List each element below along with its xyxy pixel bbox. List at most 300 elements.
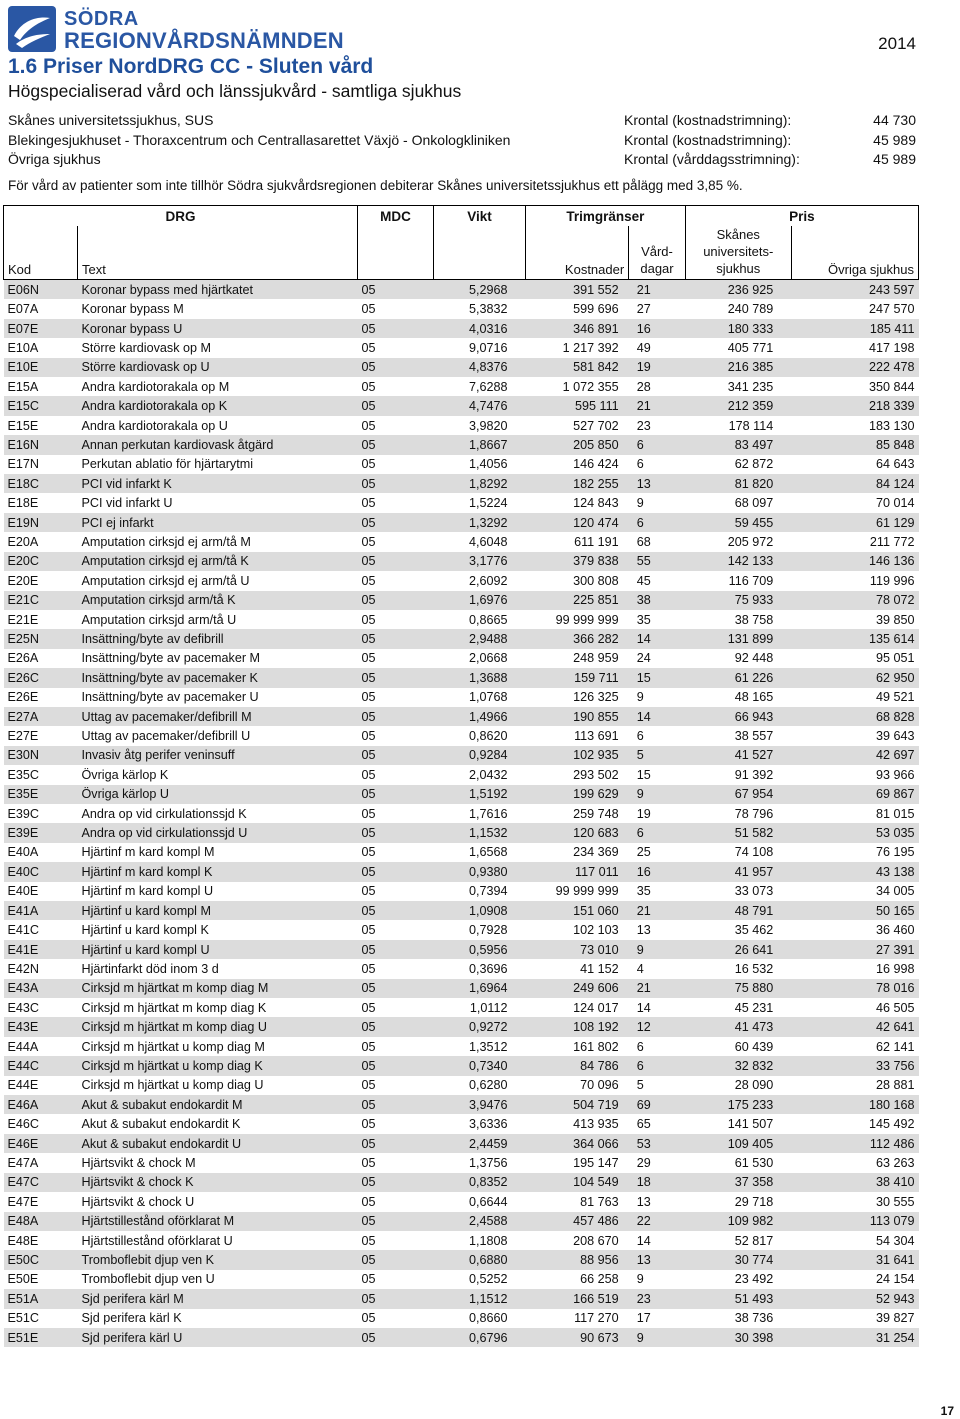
cell-pris-ovriga: 183 130 — [868, 418, 915, 433]
cell-vardagar: 25 — [636, 845, 651, 860]
cell-pris-ovriga: 70 014 — [875, 496, 915, 511]
cell-mdc: 05 — [358, 1250, 434, 1269]
cell-vardagar: 23 — [636, 418, 651, 433]
cell-vikt: 1,6964 — [434, 979, 526, 998]
cell-pris-skanes: 131 899 — [685, 629, 791, 648]
cell-vikt: 0,7394 — [468, 884, 508, 899]
cell-vardagar: 13 — [629, 1250, 686, 1269]
cell-vardagar: 19 — [636, 806, 651, 821]
cell-mdc: 05 — [358, 591, 434, 610]
cell-text: Hjärtsvikt & chock K — [78, 1173, 358, 1192]
cell-vikt: 1,3512 — [468, 1039, 508, 1054]
cell-kod: E51C — [7, 1311, 40, 1326]
cell-pris-ovriga: 31 254 — [791, 1328, 918, 1347]
cell-mdc: 05 — [361, 612, 376, 627]
cell-mdc: 05 — [361, 1233, 376, 1248]
cell-kostnader: 41 152 — [580, 961, 619, 976]
cell-text: Hjärtsvikt & chock M — [81, 1155, 196, 1170]
cell-pris-skanes: 30 398 — [685, 1328, 791, 1347]
cell-kod: E44C — [4, 1056, 78, 1075]
cell-vardagar: 21 — [629, 396, 686, 415]
cell-pris-skanes: 38 557 — [734, 729, 774, 744]
cell-mdc: 05 — [358, 552, 434, 571]
cell-pris-skanes: 180 333 — [685, 319, 791, 338]
cell-mdc: 05 — [358, 629, 434, 648]
cell-mdc: 05 — [358, 901, 434, 920]
cell-vardagar: 9 — [629, 940, 686, 959]
cell-vikt: 1,5224 — [468, 496, 508, 511]
cell-pris-skanes: 32 832 — [685, 1056, 791, 1075]
cell-pris-ovriga: 180 168 — [791, 1095, 918, 1114]
cell-vikt: 1,0112 — [469, 1000, 508, 1015]
cell-vikt: 0,8620 — [468, 729, 508, 744]
cell-text: Cirksjd m hjärtkat u komp diag M — [81, 1039, 265, 1054]
cell-kostnader: 84 786 — [526, 1056, 629, 1075]
cell-vikt: 2,0432 — [468, 767, 508, 782]
cell-kod: E48E — [7, 1233, 39, 1248]
cell-vikt: 1,1512 — [434, 1289, 526, 1308]
cell-pris-skanes: 52 817 — [734, 1233, 774, 1248]
cell-kod: E21E — [7, 612, 39, 627]
cell-kod: E35E — [4, 785, 78, 804]
cell-kostnader: 117 270 — [574, 1311, 619, 1326]
surcharge-note: För vård av patienter som inte tillhör Södra sjukvårdsregionen debiterar Skånes universitetssjukhus ett pålägg med 3,85 %. — [8, 178, 743, 193]
cell-kostnader: 190 855 — [526, 707, 629, 726]
cell-kostnader: 70 096 — [580, 1078, 619, 1093]
cell-mdc: 05 — [361, 651, 376, 666]
cell-pris-ovriga: 54 304 — [875, 1233, 915, 1248]
cell-vardagar: 9 — [636, 496, 644, 511]
table-row — [4, 493, 919, 512]
cell-pris-ovriga: 350 844 — [868, 379, 915, 394]
cell-kod: E48A — [4, 1212, 78, 1231]
cell-text: Andra op vid cirkulationssjd K — [81, 806, 247, 821]
cell-kostnader: 117 011 — [526, 862, 629, 881]
cell-mdc: 05 — [361, 961, 376, 976]
cell-pris-skanes: 37 358 — [685, 1173, 791, 1192]
table-row — [4, 610, 919, 629]
cell-vardagar: 15 — [636, 767, 651, 782]
cell-pris-ovriga: 68 828 — [791, 707, 918, 726]
cell-mdc: 05 — [358, 396, 434, 415]
cell-kod: E47A — [7, 1155, 39, 1170]
cell-vardagar: 16 — [629, 319, 686, 338]
cell-vardagar: 6 — [629, 513, 686, 532]
cell-pris-ovriga: 247 570 — [868, 302, 915, 317]
table-row — [4, 940, 919, 959]
cell-vikt: 0,6644 — [468, 1194, 508, 1209]
cell-kostnader: 88 956 — [526, 1250, 629, 1269]
cell-kod: E46E — [4, 1134, 78, 1153]
cell-pris-ovriga: 135 614 — [791, 629, 918, 648]
table-row — [4, 1095, 919, 1114]
cell-kod: E16N — [4, 435, 78, 454]
col-header-skanes-line3: sjukhus — [716, 261, 761, 276]
cell-pris-skanes: 60 439 — [734, 1039, 774, 1054]
table-row — [4, 862, 919, 881]
cell-vikt: 4,6048 — [468, 534, 508, 549]
cell-kostnader: 102 103 — [573, 923, 619, 938]
cell-pris-skanes: 61 530 — [734, 1155, 774, 1170]
cell-vardagar: 5 — [636, 1078, 644, 1093]
table-row — [4, 416, 919, 435]
cell-text: Amputation cirksjd arm/tå U — [81, 612, 237, 627]
cell-pris-skanes: 26 641 — [685, 940, 791, 959]
cell-pris-skanes: 81 820 — [685, 474, 791, 493]
cell-pris-skanes: 41 957 — [685, 862, 791, 881]
cell-vardagar: 6 — [629, 1056, 686, 1075]
table-row — [4, 901, 919, 920]
table-row — [4, 513, 919, 532]
cell-vardagar: 6 — [636, 1039, 644, 1054]
table-row — [4, 804, 919, 823]
cell-kostnader: 248 959 — [573, 651, 619, 666]
table-row — [4, 1056, 919, 1075]
cell-kod: E27A — [4, 707, 78, 726]
cell-kostnader: 120 474 — [526, 513, 629, 532]
cell-kostnader: 208 670 — [573, 1233, 619, 1248]
cell-kod: E15A — [7, 379, 39, 394]
cell-mdc: 05 — [358, 1017, 434, 1036]
cell-pris-ovriga: 33 756 — [791, 1056, 918, 1075]
table-row — [4, 882, 919, 901]
cell-kostnader: 146 424 — [573, 457, 619, 472]
page-number: 17 — [940, 1404, 954, 1418]
cell-mdc: 05 — [361, 1000, 376, 1015]
cell-kod: E51A — [4, 1289, 78, 1308]
cell-text: Annan perkutan kardiovask åtgärd — [78, 435, 358, 454]
col-header-vardagar-line1: Vård- — [641, 244, 673, 259]
table-row — [4, 1134, 919, 1153]
cell-mdc: 05 — [361, 729, 376, 744]
cell-kostnader: 124 843 — [573, 496, 619, 511]
cell-kod: E40A — [7, 845, 39, 860]
cell-text: Hjärtinf m kard kompl M — [81, 845, 215, 860]
cell-vikt: 0,5956 — [434, 940, 526, 959]
cell-text: Perkutan ablatio för hjärtarytmi — [81, 457, 253, 472]
cell-kostnader: 99 999 999 — [555, 884, 619, 899]
cell-pris-skanes: 41 527 — [685, 746, 791, 765]
cell-vikt: 9,0716 — [468, 340, 508, 355]
cell-vardagar: 23 — [629, 1289, 686, 1308]
cell-kod: E27E — [7, 729, 39, 744]
cell-vikt: 1,8667 — [434, 435, 526, 454]
cell-pris-skanes: 75 880 — [685, 979, 791, 998]
cell-kostnader: 113 691 — [574, 729, 619, 744]
cell-pris-skanes: 35 462 — [734, 923, 774, 938]
group-header-mdc: MDC — [358, 206, 434, 227]
hospital-krontal-value: 44 730 — [873, 112, 916, 128]
org-name-line2: REGIONVÅRDSNÄMNDEN — [64, 28, 344, 53]
cell-pris-ovriga: 62 950 — [791, 668, 918, 687]
cell-kostnader: 1 217 392 — [562, 340, 619, 355]
cell-kostnader: 151 060 — [526, 901, 629, 920]
cell-pris-ovriga: 85 848 — [791, 435, 918, 454]
cell-vardagar: 21 — [629, 979, 686, 998]
table-row — [4, 959, 919, 978]
table-row — [4, 998, 919, 1017]
cell-kod: E51E — [4, 1328, 78, 1347]
cell-kod: E10A — [7, 340, 39, 355]
cell-text: Hjärtinf m kard kompl U — [81, 884, 214, 899]
cell-kod: E15C — [4, 396, 78, 415]
cell-vikt: 4,8376 — [434, 358, 526, 377]
hospital-name: Övriga sjukhus — [8, 151, 101, 167]
table-row — [4, 823, 919, 842]
table-row — [4, 1076, 919, 1095]
cell-pris-ovriga: 28 881 — [875, 1078, 915, 1093]
cell-vardagar: 16 — [629, 862, 686, 881]
cell-kostnader: 293 502 — [573, 767, 619, 782]
cell-kod: E19N — [4, 513, 78, 532]
cell-pris-ovriga: 39 827 — [875, 1311, 915, 1326]
cell-text: Sjd perifera kärl K — [81, 1311, 182, 1326]
cell-vardagar: 13 — [636, 923, 651, 938]
cell-pris-skanes: 178 114 — [728, 418, 774, 433]
cell-pris-skanes: 141 507 — [727, 1117, 774, 1132]
cell-kostnader: 104 549 — [526, 1173, 629, 1192]
cell-text: Andra kardiotorakala op U — [81, 418, 228, 433]
cell-pris-skanes: 23 492 — [734, 1272, 774, 1287]
cell-kostnader: 90 673 — [526, 1328, 629, 1347]
cell-vikt: 4,7476 — [434, 396, 526, 415]
table-row — [4, 1192, 919, 1211]
cell-pris-skanes: 240 789 — [727, 302, 774, 317]
cell-pris-skanes: 38 736 — [734, 1311, 774, 1326]
cell-vardagar: 27 — [636, 302, 651, 317]
cell-kod: E46C — [7, 1117, 40, 1132]
cell-vikt: 0,5252 — [468, 1272, 508, 1287]
cell-kostnader: 73 010 — [526, 940, 629, 959]
cell-kod: E06N — [4, 280, 78, 300]
cell-kod: E40E — [7, 884, 39, 899]
cell-pris-ovriga: 27 391 — [791, 940, 918, 959]
col-header-kod: Kod — [4, 226, 78, 280]
cell-text: Tromboflebit djup ven U — [81, 1272, 215, 1287]
cell-vikt: 0,3696 — [468, 961, 508, 976]
cell-kod: E26A — [7, 651, 39, 666]
cell-kod: E18C — [4, 474, 78, 493]
cell-vardagar: 9 — [636, 690, 644, 705]
cell-pris-skanes: 205 972 — [727, 534, 774, 549]
cell-pris-skanes: 67 954 — [685, 785, 791, 804]
cell-kod: E17N — [7, 457, 40, 472]
cell-mdc: 05 — [358, 862, 434, 881]
cell-vikt: 2,9488 — [434, 629, 526, 648]
cell-pris-ovriga: 39 850 — [875, 612, 915, 627]
cell-pris-skanes: 51 493 — [685, 1289, 791, 1308]
table-row — [4, 455, 919, 474]
cell-kostnader: 99 999 999 — [555, 612, 619, 627]
cell-kod: E07A — [7, 302, 39, 317]
cell-text: Invasiv åtg perifer veninsuff — [78, 746, 358, 765]
table-row — [4, 1270, 919, 1289]
table-row — [4, 280, 919, 300]
cell-text: PCI ej infarkt — [78, 513, 358, 532]
cell-mdc: 05 — [361, 302, 376, 317]
cell-text: Andra kardiotorakala op K — [78, 396, 358, 415]
cell-vikt: 0,6796 — [434, 1328, 526, 1347]
cell-mdc: 05 — [358, 940, 434, 959]
cell-mdc: 05 — [358, 785, 434, 804]
cell-pris-ovriga: 46 505 — [875, 1000, 915, 1015]
cell-pris-ovriga: 52 943 — [791, 1289, 918, 1308]
cell-pris-ovriga: 211 772 — [869, 534, 915, 549]
table-row — [4, 532, 919, 551]
cell-vikt: 2,6092 — [468, 573, 508, 588]
cell-vardagar: 22 — [629, 1212, 686, 1231]
logo-mark-icon — [8, 6, 56, 52]
cell-mdc: 05 — [361, 884, 376, 899]
cell-pris-ovriga: 243 597 — [791, 280, 918, 300]
cell-mdc: 05 — [361, 573, 376, 588]
cell-pris-skanes: 45 231 — [734, 1000, 774, 1015]
cell-kod: E25N — [4, 629, 78, 648]
cell-kostnader: 366 282 — [526, 629, 629, 648]
group-header-drg: DRG — [4, 206, 358, 227]
cell-vikt: 1,8292 — [434, 474, 526, 493]
table-row — [4, 979, 919, 998]
cell-pris-ovriga: 16 998 — [875, 961, 915, 976]
col-header-skanes-line2: universitets- — [703, 244, 774, 259]
cell-pris-skanes: 216 385 — [685, 358, 791, 377]
cell-pris-ovriga: 49 521 — [875, 690, 915, 705]
table-row — [4, 1250, 919, 1269]
hospital-krontal-value: 45 989 — [873, 132, 916, 148]
cell-mdc: 05 — [361, 1117, 376, 1132]
cell-vikt: 3,9476 — [434, 1095, 526, 1114]
table-row — [4, 377, 919, 396]
cell-kostnader: 161 802 — [573, 1039, 619, 1054]
cell-mdc: 05 — [361, 1272, 376, 1287]
hospital-name: Blekingesjukhuset - Thoraxcentrum och Centrallasarettet Växjö - Onkologkliniken — [8, 132, 511, 148]
cell-pris-ovriga: 113 079 — [791, 1212, 918, 1231]
cell-vikt: 2,4459 — [434, 1134, 526, 1153]
table-row — [4, 338, 919, 357]
cell-text: Hjärtsvikt & chock U — [81, 1194, 195, 1209]
cell-pris-ovriga: 95 051 — [875, 651, 915, 666]
col-header-kostnader: Kostnader — [526, 226, 629, 280]
cell-mdc: 05 — [361, 1194, 376, 1209]
hospital-name: Skånes universitetssjukhus, SUS — [8, 112, 214, 128]
cell-kostnader: 120 683 — [526, 823, 629, 842]
cell-vardagar: 6 — [636, 457, 644, 472]
cell-mdc: 05 — [361, 379, 376, 394]
cell-text: Sjd perifera kärl U — [78, 1328, 358, 1347]
cell-pris-skanes: 66 943 — [685, 707, 791, 726]
cell-vikt: 2,4588 — [434, 1212, 526, 1231]
table-row — [4, 1153, 919, 1172]
cell-vardagar: 15 — [629, 668, 686, 687]
cell-vardagar: 6 — [629, 823, 686, 842]
cell-vikt: 1,3756 — [468, 1155, 508, 1170]
cell-pris-ovriga: 61 129 — [791, 513, 918, 532]
table-row — [4, 707, 919, 726]
cell-pris-ovriga: 43 138 — [791, 862, 918, 881]
cell-vikt: 1,0908 — [434, 901, 526, 920]
cell-kod: E41C — [7, 923, 40, 938]
col-header-vikt-blank — [434, 226, 526, 280]
cell-vardagar: 24 — [636, 651, 651, 666]
table-row — [4, 843, 919, 862]
cell-vikt: 0,8665 — [468, 612, 508, 627]
cell-pris-skanes: 92 448 — [734, 651, 774, 666]
cell-pris-ovriga: 417 198 — [868, 340, 915, 355]
cell-vardagar: 4 — [636, 961, 644, 976]
cell-text: PCI vid infarkt K — [78, 474, 358, 493]
cell-pris-skanes: 51 582 — [685, 823, 791, 842]
cell-text: Andra kardiotorakala op M — [81, 379, 230, 394]
cell-vardagar: 21 — [629, 280, 686, 300]
cell-text: Amputation cirksjd ej arm/tå M — [81, 534, 251, 549]
table-row — [4, 1231, 919, 1250]
cell-text: Hjärtstillestånd oförklarat U — [81, 1233, 233, 1248]
cell-kod: E44E — [7, 1078, 39, 1093]
cell-kod: E07E — [4, 319, 78, 338]
cell-vikt: 5,2968 — [434, 280, 526, 300]
cell-pris-skanes: 59 455 — [685, 513, 791, 532]
cell-mdc: 05 — [361, 340, 376, 355]
cell-text: Insättning/byte av pacemaker M — [81, 651, 261, 666]
cell-vardagar: 28 — [636, 379, 651, 394]
cell-kostnader: 581 842 — [526, 358, 629, 377]
cell-text: Större kardiovask op M — [81, 340, 211, 355]
cell-pris-skanes: 405 771 — [727, 340, 774, 355]
cell-kod: E42N — [7, 961, 40, 976]
cell-mdc: 05 — [358, 1095, 434, 1114]
cell-vardagar: 14 — [636, 1000, 651, 1015]
table-row — [4, 571, 919, 590]
cell-kod: E15E — [7, 418, 39, 433]
cell-pris-skanes: 68 097 — [734, 496, 774, 511]
cell-mdc: 05 — [361, 1155, 376, 1170]
cell-kod: E18E — [7, 496, 39, 511]
cell-vikt: 5,3832 — [468, 302, 508, 317]
cell-vardagar: 69 — [629, 1095, 686, 1114]
cell-kostnader: 81 763 — [580, 1194, 619, 1209]
cell-vikt: 4,0316 — [434, 319, 526, 338]
cell-pris-skanes: 142 133 — [685, 552, 791, 571]
cell-vardagar: 14 — [636, 1233, 651, 1248]
cell-pris-skanes: 48 165 — [734, 690, 774, 705]
cell-text: Uttag av pacemaker/defibrill U — [81, 729, 251, 744]
table-row — [4, 1309, 919, 1328]
cell-vikt: 1,4966 — [434, 707, 526, 726]
cell-vikt: 3,6336 — [468, 1117, 508, 1132]
cell-kostnader: 527 702 — [573, 418, 619, 433]
cell-text: Övriga kärlop K — [81, 767, 169, 782]
cell-kostnader: 234 369 — [573, 845, 619, 860]
cell-pris-skanes: 91 392 — [734, 767, 774, 782]
cell-pris-ovriga: 81 015 — [875, 806, 915, 821]
cell-vardagar: 12 — [629, 1017, 686, 1036]
cell-mdc: 05 — [358, 979, 434, 998]
page-title: 1.6 Priser NordDRG CC - Sluten vård — [8, 55, 374, 78]
cell-pris-skanes: 109 982 — [685, 1212, 791, 1231]
cell-vikt: 1,3292 — [434, 513, 526, 532]
cell-mdc: 05 — [358, 707, 434, 726]
cell-pris-ovriga: 39 643 — [875, 729, 915, 744]
cell-mdc: 05 — [358, 746, 434, 765]
cell-kostnader: 159 711 — [526, 668, 629, 687]
cell-kostnader: 504 719 — [526, 1095, 629, 1114]
cell-kostnader: 346 891 — [526, 319, 629, 338]
cell-pris-ovriga: 30 555 — [875, 1194, 915, 1209]
cell-pris-skanes: 236 925 — [685, 280, 791, 300]
year: 2014 — [878, 34, 916, 53]
cell-text: Amputation cirksjd ej arm/tå U — [81, 573, 250, 588]
cell-text: Övriga kärlop U — [78, 785, 358, 804]
